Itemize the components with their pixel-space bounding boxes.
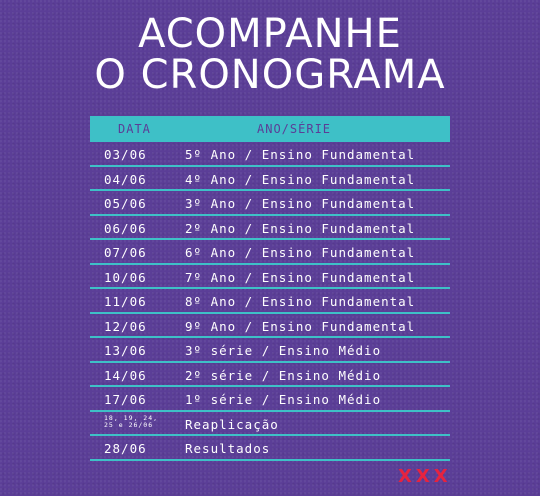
table-row bbox=[90, 240, 450, 265]
table-row bbox=[90, 387, 450, 412]
row-grade: 6º Ano / Ensino Fundamental bbox=[185, 245, 416, 260]
x-marks-decoration: XXX bbox=[398, 466, 452, 487]
table-row bbox=[90, 216, 450, 241]
header-date: DATA bbox=[118, 122, 151, 136]
row-date: 03/06 bbox=[104, 147, 147, 162]
row-grade: Reaplicação bbox=[185, 416, 279, 432]
row-date: 14/06 bbox=[104, 367, 147, 383]
table-row bbox=[90, 191, 450, 216]
table-row bbox=[90, 412, 450, 437]
table-row bbox=[90, 314, 450, 339]
row-date: 05/06 bbox=[104, 196, 147, 211]
row-date: 06/06 bbox=[104, 220, 147, 236]
table-row bbox=[90, 363, 450, 388]
table-row bbox=[90, 289, 450, 314]
title-line-2: O CRONOGRAMA bbox=[94, 52, 446, 98]
title-line-1: ACOMPANHE bbox=[138, 11, 402, 57]
row-grade: 8º Ano / Ensino Fundamental bbox=[185, 294, 416, 309]
row-date: 04/06 bbox=[104, 171, 147, 187]
row-grade: 3º Ano / Ensino Fundamental bbox=[185, 196, 416, 211]
row-date: 17/06 bbox=[104, 392, 147, 407]
row-grade: 1º série / Ensino Médio bbox=[185, 392, 382, 407]
row-date: 18, 19, 24, 25 e 26/06 bbox=[104, 413, 159, 429]
table-row bbox=[90, 338, 450, 363]
row-date: 10/06 bbox=[104, 269, 147, 285]
row-date: 07/06 bbox=[104, 245, 147, 260]
table-row bbox=[90, 142, 450, 167]
table-row bbox=[90, 167, 450, 192]
row-date: 28/06 bbox=[104, 441, 147, 456]
table-row bbox=[90, 436, 450, 461]
schedule-table bbox=[90, 116, 450, 461]
row-grade: 3º série / Ensino Médio bbox=[185, 343, 382, 358]
row-date: 13/06 bbox=[104, 343, 147, 358]
table-row bbox=[90, 265, 450, 290]
row-grade: 7º Ano / Ensino Fundamental bbox=[185, 269, 416, 285]
row-grade: Resultados bbox=[185, 441, 271, 456]
header-grade: ANO/SÉRIE bbox=[257, 122, 332, 136]
row-date: 12/06 bbox=[104, 318, 147, 334]
table-header bbox=[90, 116, 450, 142]
row-grade: 2º Ano / Ensino Fundamental bbox=[185, 220, 416, 236]
row-date: 11/06 bbox=[104, 294, 147, 309]
row-grade: 5º Ano / Ensino Fundamental bbox=[185, 147, 416, 162]
row-grade: 2º série / Ensino Médio bbox=[185, 367, 382, 383]
row-grade: 9º Ano / Ensino Fundamental bbox=[185, 318, 416, 334]
row-grade: 4º Ano / Ensino Fundamental bbox=[185, 171, 416, 187]
